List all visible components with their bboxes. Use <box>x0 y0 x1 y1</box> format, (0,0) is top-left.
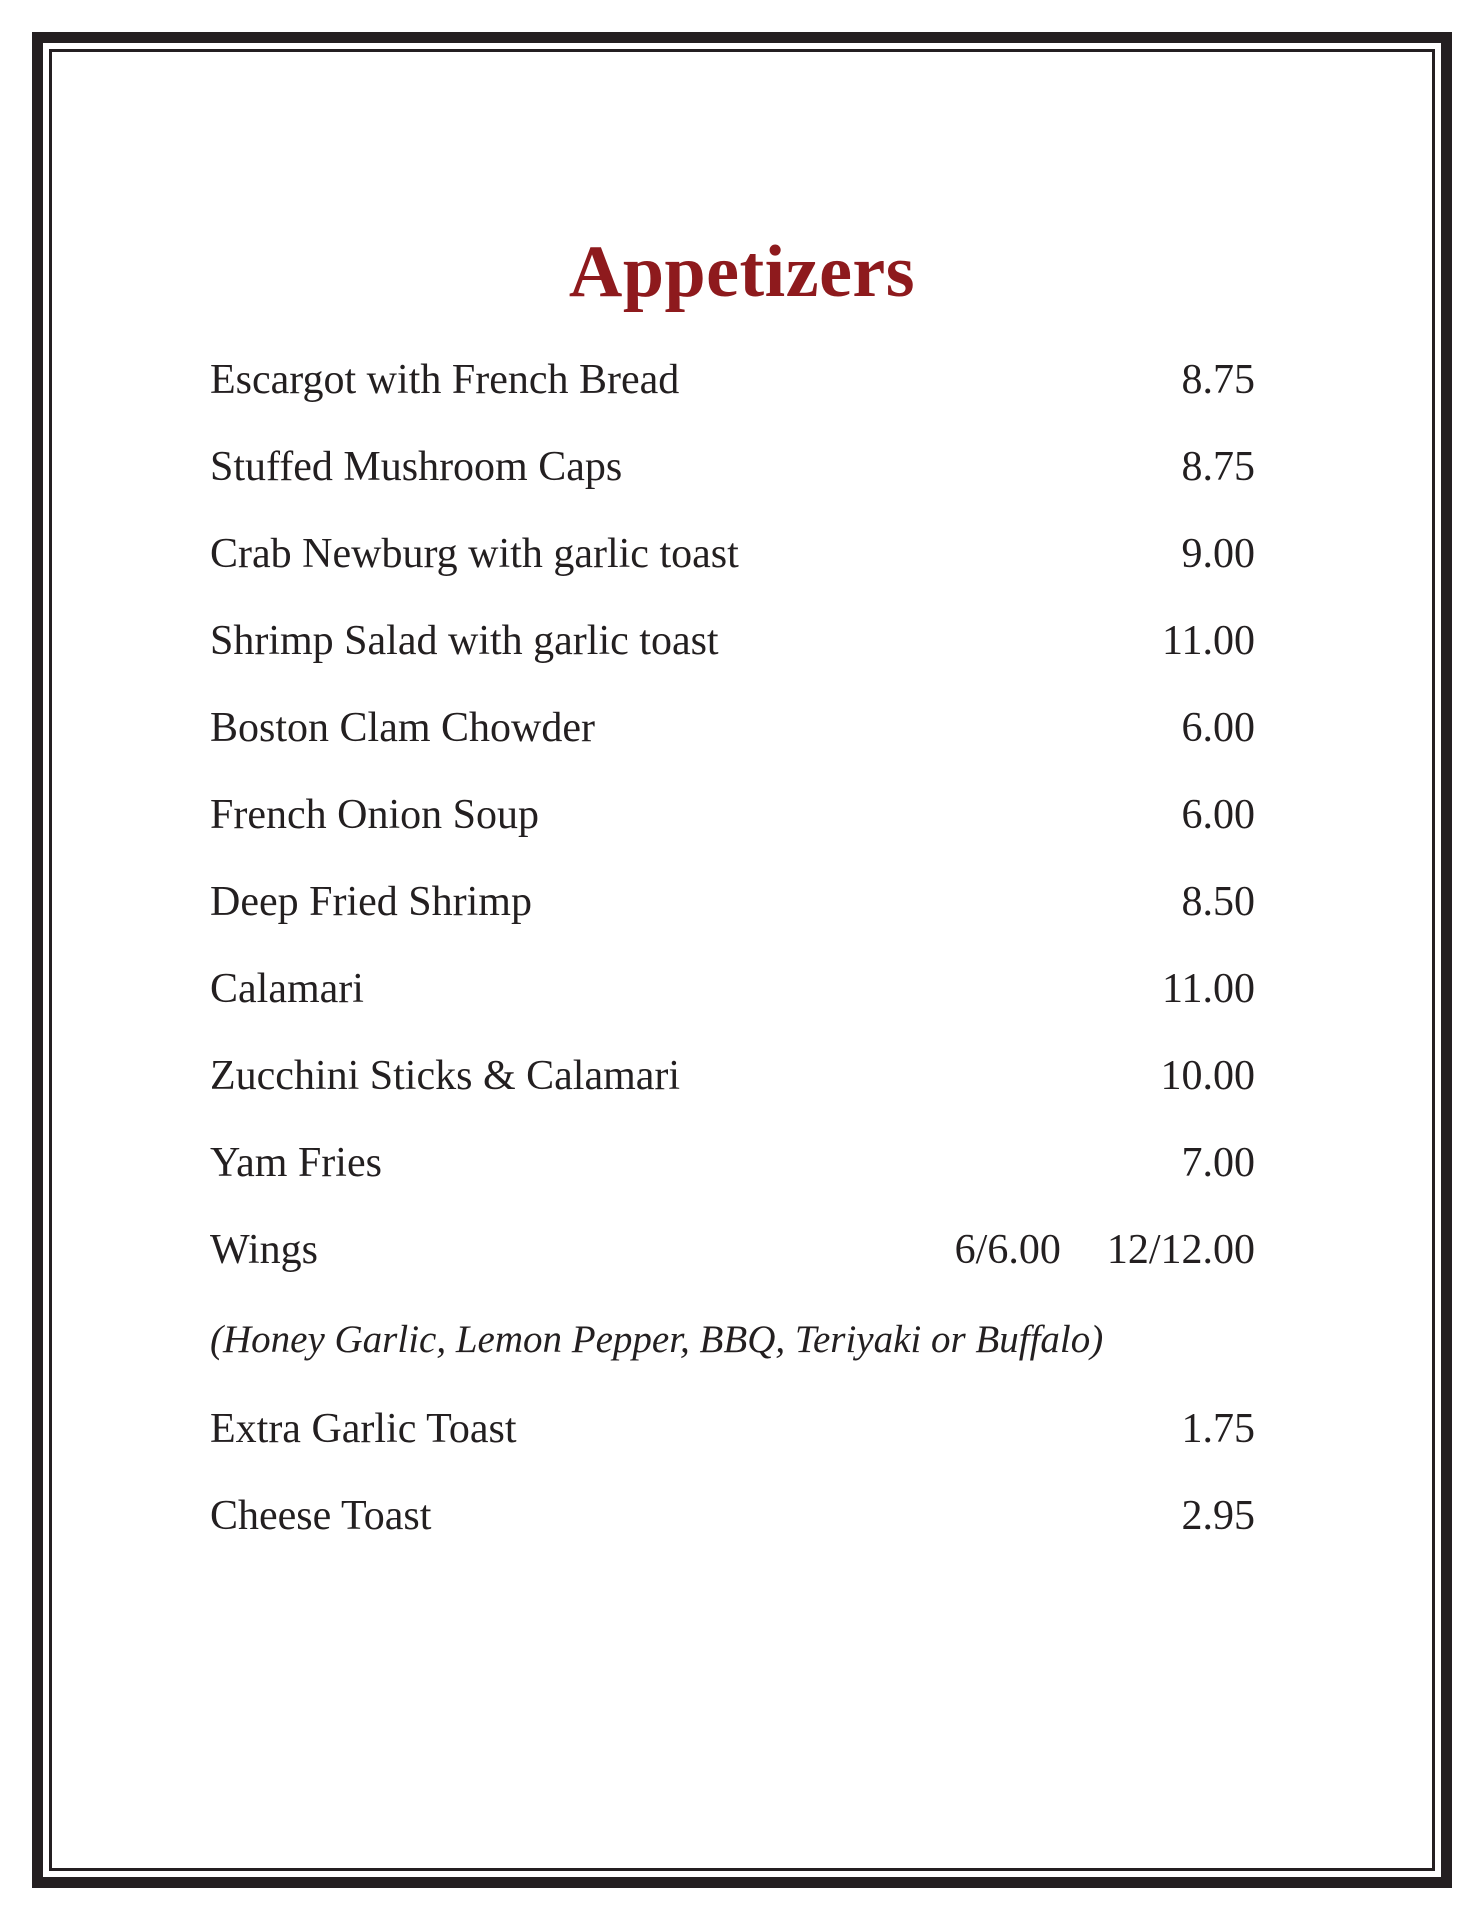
item-price: 6.00 <box>1181 705 1255 752</box>
item-price: 6/6.00 <box>954 1227 1061 1274</box>
menu-item-row <box>210 337 1255 424</box>
item-name: French Onion Soup <box>210 792 539 839</box>
outer-border-frame <box>32 32 1452 1888</box>
item-name: Yam Fries <box>210 1140 382 1187</box>
menu-item-row <box>210 685 1255 772</box>
item-price: 11.00 <box>1162 618 1255 665</box>
item-name: Zucchini Sticks & Calamari <box>210 1053 681 1100</box>
item-price: 8.75 <box>1181 444 1255 491</box>
item-name: Boston Clam Chowder <box>210 705 595 752</box>
item-price: 8.50 <box>1181 879 1255 926</box>
menu-item-row <box>210 1386 1255 1473</box>
item-price: 10.00 <box>1160 1053 1255 1100</box>
menu-item-row <box>210 1120 1255 1207</box>
item-prices <box>1182 1386 1256 1473</box>
menu-item-row <box>210 511 1255 598</box>
item-prices <box>1182 859 1256 946</box>
item-price: 8.75 <box>1181 357 1255 404</box>
item-name: Escargot with French Bread <box>210 357 680 404</box>
menu-note-row <box>210 1294 1255 1386</box>
menu-item-row <box>210 946 1255 1033</box>
item-name: Stuffed Mushroom Caps <box>210 444 623 491</box>
menu-item-row <box>210 1473 1255 1560</box>
item-price: 2.95 <box>1181 1493 1255 1540</box>
item-price: 11.00 <box>1162 966 1255 1013</box>
item-prices <box>1182 337 1256 424</box>
item-name: Extra Garlic Toast <box>210 1406 517 1453</box>
item-name: Calamari <box>210 966 364 1013</box>
item-price: 6.00 <box>1181 792 1255 839</box>
inner-border-frame <box>49 49 1435 1871</box>
menu-item-row <box>210 1033 1255 1120</box>
item-prices <box>1182 685 1256 772</box>
menu-item-list <box>52 337 1432 1560</box>
item-prices <box>1182 1473 1256 1560</box>
item-name: Cheese Toast <box>210 1493 432 1540</box>
item-price: 9.00 <box>1181 531 1255 578</box>
item-name: Deep Fried Shrimp <box>210 879 532 926</box>
item-price: 7.00 <box>1181 1140 1255 1187</box>
item-name: Crab Newburg with garlic toast <box>210 531 739 578</box>
menu-item-row <box>210 598 1255 685</box>
item-price: 12/12.00 <box>1106 1227 1255 1274</box>
item-prices <box>1182 772 1256 859</box>
menu-item-row <box>210 1207 1255 1294</box>
item-prices <box>1182 424 1256 511</box>
item-name: Shrimp Salad with garlic toast <box>210 618 719 665</box>
item-prices <box>955 1207 1255 1294</box>
item-price: 1.75 <box>1181 1406 1255 1453</box>
item-prices <box>1182 511 1256 598</box>
item-prices <box>1162 598 1255 685</box>
item-prices <box>1161 1033 1256 1120</box>
menu-item-row <box>210 424 1255 511</box>
wings-flavor-note: (Honey Garlic, Lemon Pepper, BBQ, Teriyaki or Buffalo) <box>210 1318 1104 1362</box>
menu-item-row <box>210 772 1255 859</box>
menu-item-row <box>210 859 1255 946</box>
section-title: Appetizers <box>568 231 916 313</box>
item-prices <box>1182 1120 1256 1207</box>
item-name: Wings <box>210 1227 318 1274</box>
item-prices <box>1162 946 1255 1033</box>
